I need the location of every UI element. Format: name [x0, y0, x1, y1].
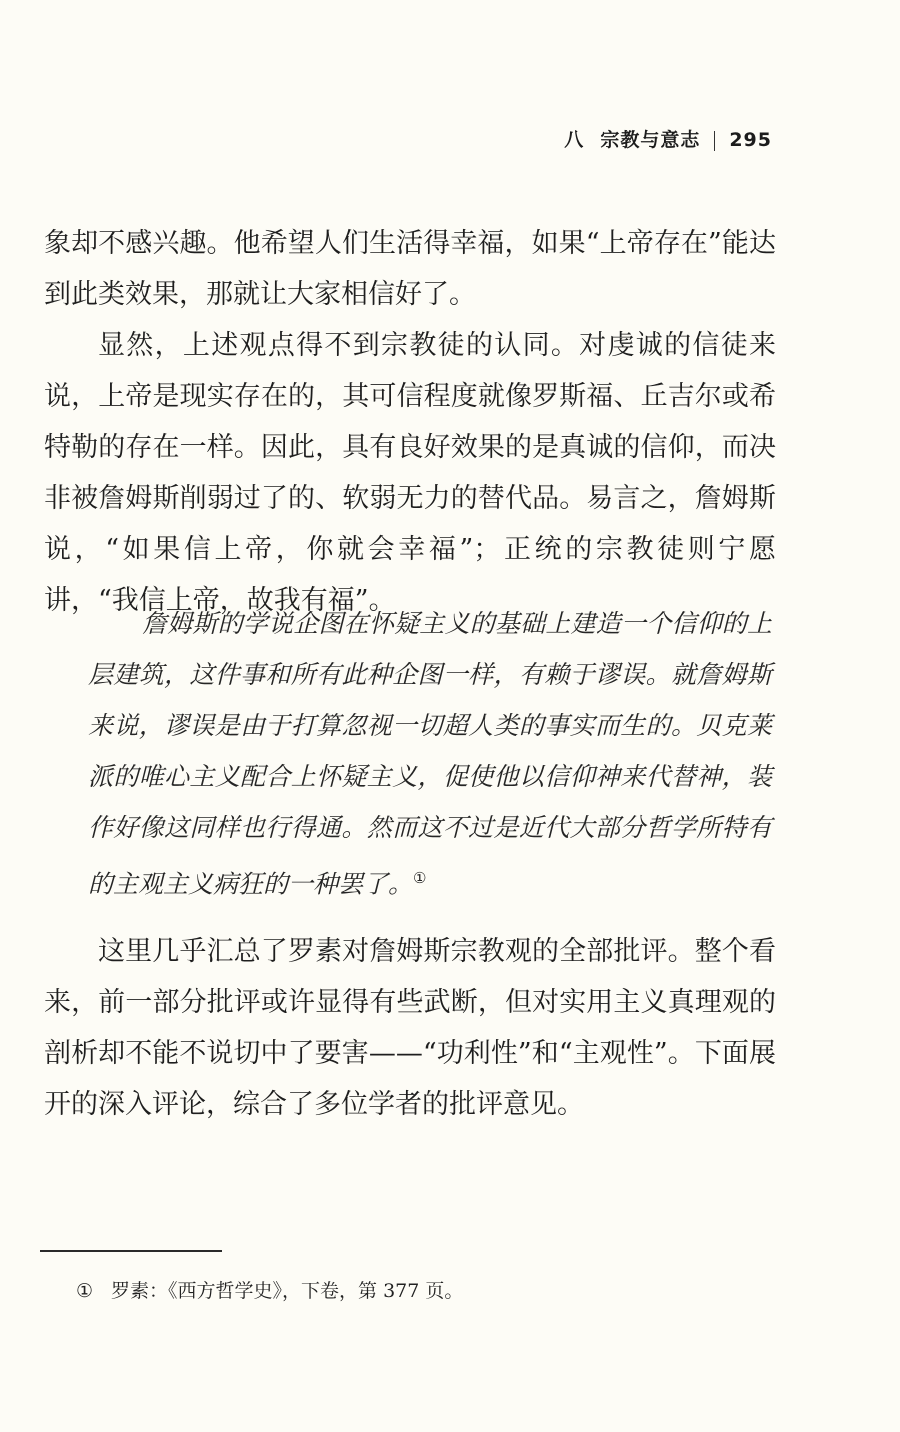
- footnote-divider: [40, 1250, 222, 1252]
- footnote: [76, 1276, 463, 1306]
- paragraph-summary: [44, 926, 776, 1130]
- quote-text-wrapper: [88, 598, 772, 909]
- quote-text: 詹姆斯的学说企图在怀疑主义的基础上建造一个信仰的上层建筑，这件事和所有此种企图一样，有赖于谬误。就詹姆斯来说，谬误是由于打算忽视一切超人类的事实而生的。贝克莱派的唯心主义配合上怀疑主义，促使他以信仰神来代替神，装作好像这同样也行得通。然而这不过是近代大部分哲学所特有的主观主义病狂的一种罢了。: [88, 609, 772, 899]
- footnote-reference[interactable]: ①: [413, 869, 427, 887]
- header-divider: [714, 131, 715, 151]
- chapter-title: 宗教与意志: [600, 129, 701, 151]
- footnote-mark: ①: [76, 1280, 94, 1302]
- paragraph-religious-view: [44, 320, 776, 626]
- paragraph-text: 显然，上述观点得不到宗教徒的认同。对虔诚的信徒来说，上帝是现实存在的，其可信程度就像罗斯福、丘吉尔或希特勒的存在一样。因此，具有良好效果的是真诚的信仰，而决非被詹姆斯削弱过了的、软弱无力的替代品。易言之，詹姆斯说，“如果信上帝，你就会幸福”；正统的宗教徒则宁愿讲，“我信上帝，故我有福”。: [44, 330, 776, 616]
- page-number: 295: [729, 129, 772, 151]
- paragraph-text: 这里几乎汇总了罗素对詹姆斯宗教观的全部批评。整个看来，前一部分批评或许显得有些武断，但对实用主义真理观的剖析却不能不说切中了要害——“功利性”和“主观性”。下面展开的深入评论，综合了多位学者的批评意见。: [44, 936, 776, 1120]
- block-quote: [88, 598, 772, 909]
- chapter-number: 八: [564, 129, 585, 151]
- footnote-text: 罗素：《西方哲学史》，下卷，第 377 页。: [111, 1280, 464, 1302]
- paragraph-continuation: [44, 218, 776, 320]
- paragraph-text: 象却不感兴趣。他希望人们生活得幸福，如果“上帝存在”能达到此类效果，那就让大家相信好了。: [44, 228, 776, 310]
- running-header: [564, 125, 772, 152]
